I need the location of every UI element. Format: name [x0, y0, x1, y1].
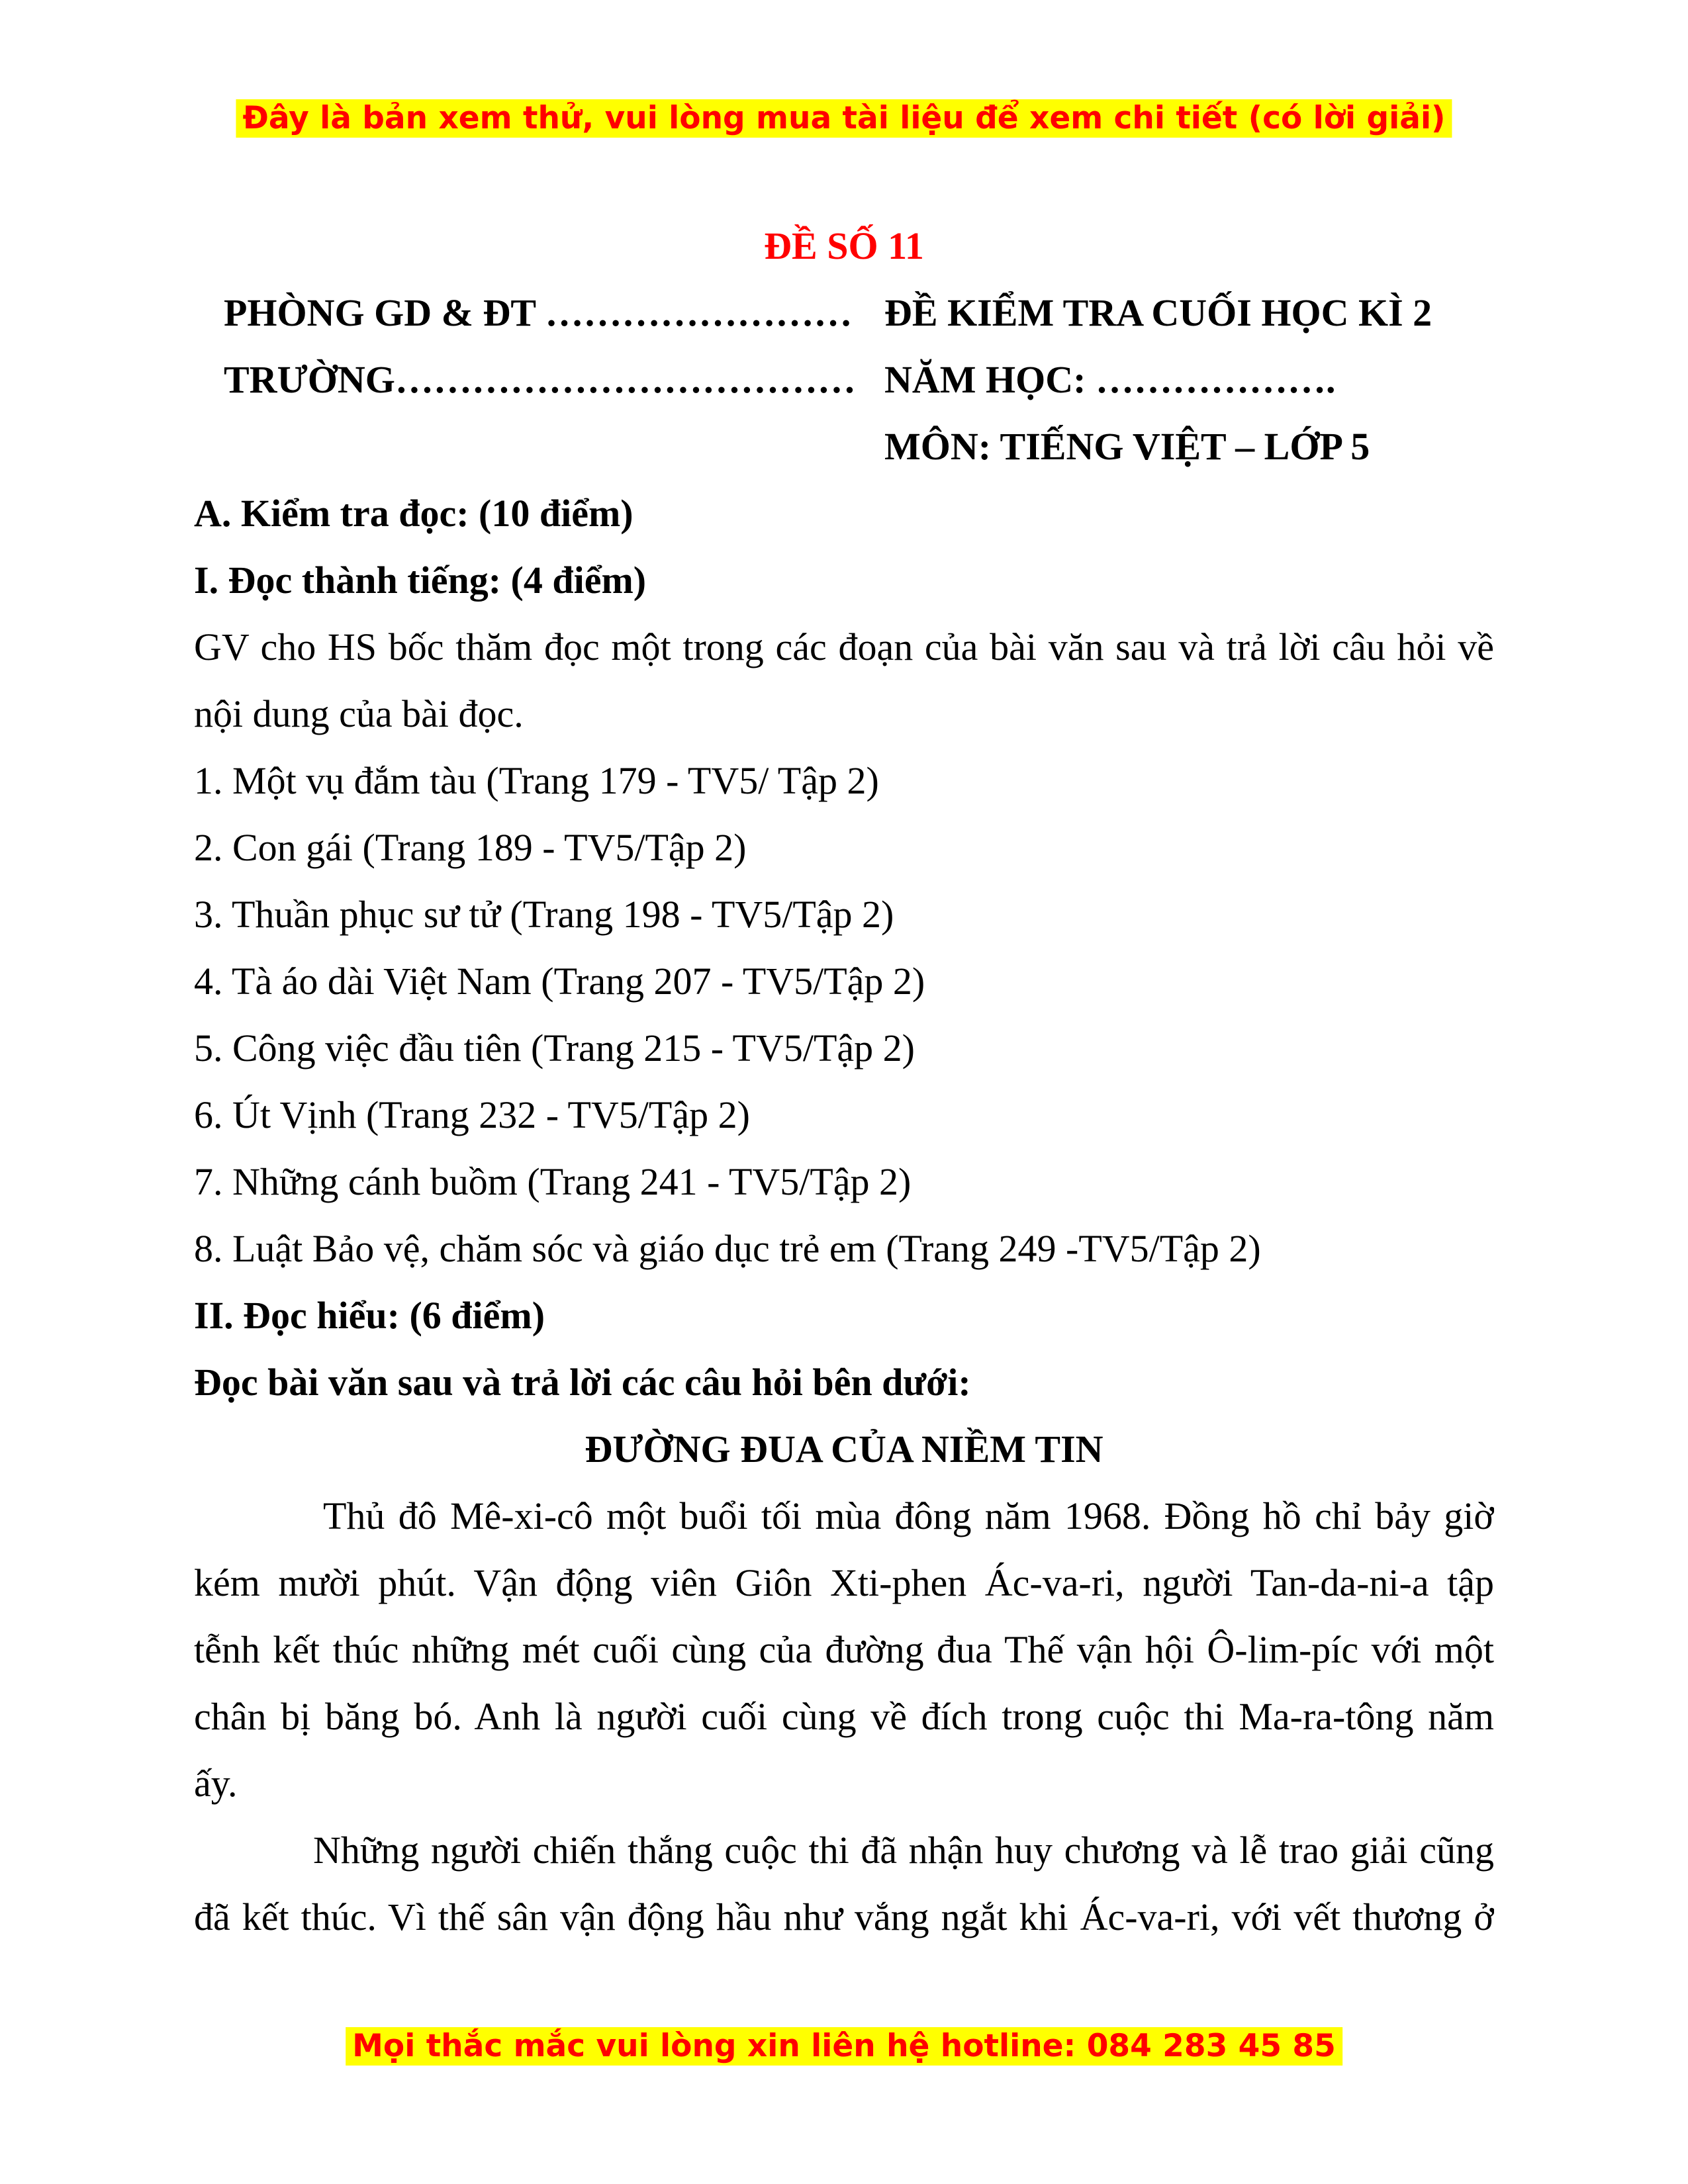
- passage-p1-line-2: kém mười phút. Vận động viên Giôn Xti-phen Ác-va-ri, người Tan-da-ni-a tập: [194, 1561, 1494, 1604]
- section-a-heading: A. Kiểm tra đọc: (10 điểm): [194, 492, 633, 535]
- passage-p1-line-1: Thủ đô Mê-xi-cô một buổi tối mùa đông năm 1968. Đồng hồ chỉ bảy giờ: [323, 1494, 1494, 1537]
- passage-p1-line-5: ấy.: [194, 1762, 238, 1805]
- exam-title: ĐỀ KIỂM TRA CUỐI HỌC KÌ 2: [884, 291, 1432, 334]
- hotline-banner: Mọi thắc mắc vui lòng xin liên hệ hotline: 084 283 45 85: [346, 2027, 1342, 2066]
- school-year-blank-line: NĂM HỌC: ……………….: [884, 358, 1336, 401]
- header-row-2: [194, 346, 1494, 413]
- reading-item-6: 6. Út Vịnh (Trang 232 - TV5/Tập 2): [194, 1093, 750, 1136]
- exam-number-title: ĐỀ SỐ 11: [764, 224, 924, 267]
- subject-grade-line: MÔN: TIẾNG VIỆT – LỚP 5: [884, 425, 1370, 468]
- reading-item-8: 8. Luật Bảo vệ, chăm sóc và giáo dục trẻ em (Trang 249 -TV5/Tập 2): [194, 1227, 1261, 1270]
- part-1-heading: I. Đọc thành tiếng: (4 điểm): [194, 559, 647, 602]
- header-row-1: [194, 279, 1494, 346]
- part-2-heading: II. Đọc hiểu: (6 điểm): [194, 1294, 545, 1337]
- department-blank-line: PHÒNG GD & ĐT ……………………: [224, 291, 853, 334]
- document-body: [194, 212, 1494, 1950]
- passage-p1-line-4: chân bị băng bó. Anh là người cuối cùng về đích trong cuộc thi Ma-ra-tông năm: [194, 1695, 1494, 1738]
- passage-p1-line-3: tễnh kết thúc những mét cuối cùng của đường đua Thế vận hội Ô-lim-píc với một: [194, 1628, 1494, 1671]
- school-blank-line: TRƯỜNG………………………………: [224, 358, 856, 401]
- part-2-instruction: Đọc bài văn sau và trả lời các câu hỏi bên dưới:: [194, 1361, 971, 1404]
- reading-intro-line-1: GV cho HS bốc thăm đọc một trong các đoạn của bài văn sau và trả lời câu hỏi về: [194, 625, 1494, 668]
- header-row-3: [194, 413, 1494, 480]
- passage-p2-line-2: đã kết thúc. Vì thế sân vận động hầu như vắng ngắt khi Ác-va-ri, với vết thương ở: [194, 1895, 1494, 1938]
- reading-item-2: 2. Con gái (Trang 189 - TV5/Tập 2): [194, 826, 747, 869]
- passage-title: ĐƯỜNG ĐUA CỦA NIỀM TIN: [585, 1428, 1103, 1471]
- reading-item-7: 7. Những cánh buồm (Trang 241 - TV5/Tập 2): [194, 1160, 912, 1203]
- passage-p2-line-1: Những người chiến thắng cuộc thi đã nhận huy chương và lễ trao giải cũng: [313, 1829, 1494, 1872]
- reading-item-1: 1. Một vụ đắm tàu (Trang 179 - TV5/ Tập 2): [194, 759, 879, 802]
- reading-intro-line-2: nội dung của bài đọc.: [194, 692, 524, 735]
- preview-notice-banner: Đây là bản xem thử, vui lòng mua tài liệu để xem chi tiết (có lời giải): [236, 99, 1452, 138]
- reading-item-4: 4. Tà áo dài Việt Nam (Trang 207 - TV5/Tập 2): [194, 960, 925, 1003]
- reading-item-3: 3. Thuần phục sư tử (Trang 198 - TV5/Tập 2): [194, 893, 894, 936]
- reading-item-5: 5. Công việc đầu tiên (Trang 215 - TV5/Tập 2): [194, 1026, 915, 1069]
